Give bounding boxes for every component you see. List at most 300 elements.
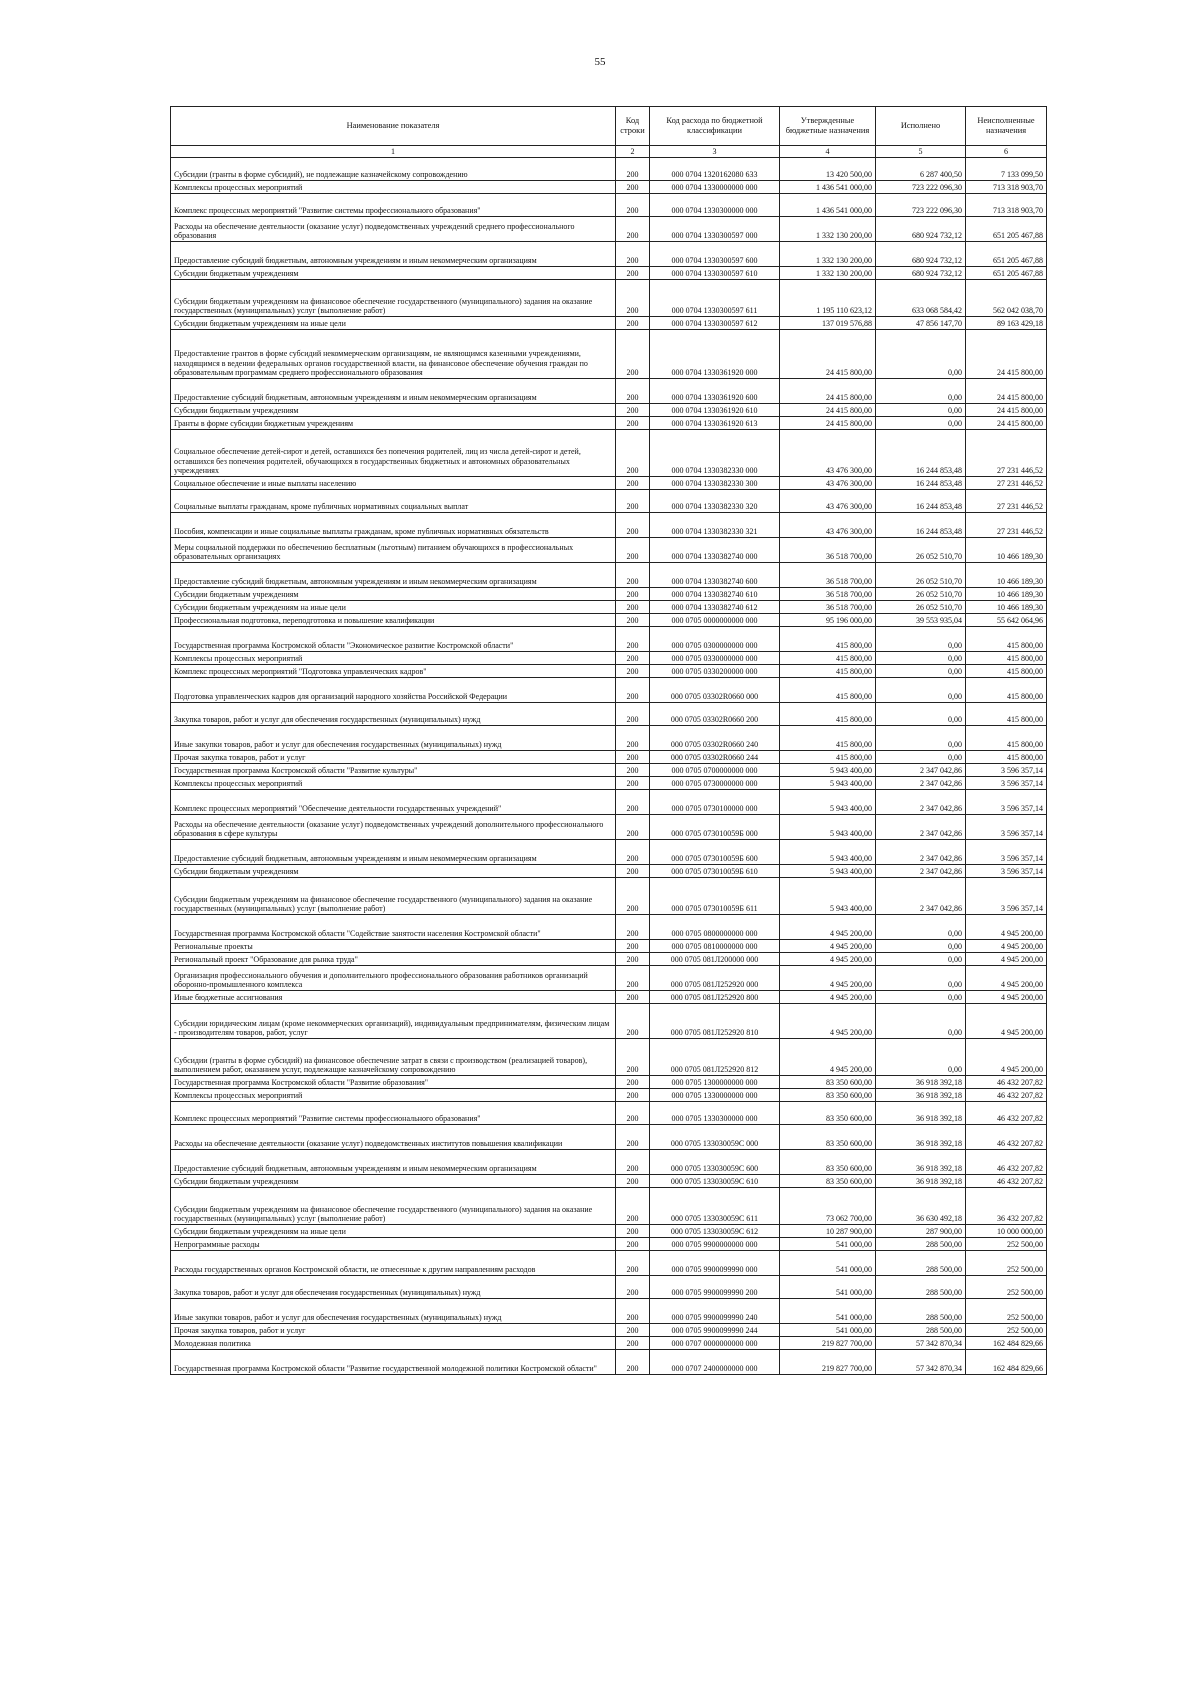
budget-code-cell: 000 0707 2400000000 000: [650, 1350, 780, 1375]
table-row: [171, 563, 1047, 588]
indicator-name-cell: Субсидии бюджетным учреждениям на иные цели: [171, 1225, 616, 1238]
budget-code-cell: 000 0705 133030059С 611: [650, 1188, 780, 1225]
line-code-cell: 200: [616, 1350, 650, 1375]
executed-amount-cell: 723 222 096,30: [876, 181, 966, 194]
indicator-name-cell: Комплекс процессных мероприятий "Обеспечение деятельности государственных учреждений": [171, 790, 616, 815]
budget-code-cell: 000 0704 1330382330 321: [650, 513, 780, 538]
line-code-cell: 200: [616, 652, 650, 665]
remaining-amount-cell: 4 945 200,00: [966, 953, 1047, 966]
executed-amount-cell: 2 347 042,86: [876, 764, 966, 777]
budget-code-cell: 000 0705 9900099990 240: [650, 1299, 780, 1324]
budget-code-cell: 000 0705 0330000000 000: [650, 652, 780, 665]
table-row: [171, 1299, 1047, 1324]
executed-amount-cell: 633 068 584,42: [876, 280, 966, 317]
indicator-name-cell: Социальное обеспечение детей-сирот и детей, оставшихся без попечения родителей, лиц из числа детей-сирот и детей, оставшихся без попечения родителей, обучающихся в государственных бюджетных и автономных образовательных учреждениях: [171, 430, 616, 477]
approved-amount-cell: 13 420 500,00: [780, 158, 876, 181]
table-row: [171, 490, 1047, 513]
remaining-amount-cell: 651 205 467,88: [966, 217, 1047, 242]
approved-amount-cell: 4 945 200,00: [780, 966, 876, 991]
remaining-amount-cell: 46 432 207,82: [966, 1175, 1047, 1188]
indicator-name-cell: Региональные проекты: [171, 940, 616, 953]
budget-report-table: [170, 106, 1047, 1375]
remaining-amount-cell: 46 432 207,82: [966, 1076, 1047, 1089]
approved-amount-cell: 415 800,00: [780, 678, 876, 703]
approved-amount-cell: 73 062 700,00: [780, 1188, 876, 1225]
indicator-name-cell: Предоставление субсидий бюджетным, автономным учреждениям и иным некоммерческим организациям: [171, 242, 616, 267]
budget-code-cell: 000 0704 1330382740 000: [650, 538, 780, 563]
budget-code-cell: 000 0705 9900000000 000: [650, 1238, 780, 1251]
header-remaining: Неисполненные назначения: [966, 107, 1047, 146]
indicator-name-cell: Гранты в форме субсидии бюджетным учреждениям: [171, 417, 616, 430]
budget-code-cell: 000 0705 0000000000 000: [650, 614, 780, 627]
budget-code-cell: 000 0705 081Л252920 000: [650, 966, 780, 991]
executed-amount-cell: 2 347 042,86: [876, 790, 966, 815]
indicator-name-cell: Субсидии бюджетным учреждениям на финансовое обеспечение государственного (муниципального) задания на оказание государственных (муниципальных) услуг (выполнение работ): [171, 1188, 616, 1225]
line-code-cell: 200: [616, 815, 650, 840]
indicator-name-cell: Предоставление грантов в форме субсидий некоммерческим организациям, не являющимся казенными учреждениями, находящимся в ведении федеральных органов государственной власти, на финансовое обеспечение обучения граждан по образовательным программам среднего профессионального образования: [171, 330, 616, 379]
indicator-name-cell: Пособия, компенсации и иные социальные выплаты гражданам, кроме публичных нормативных обязательств: [171, 513, 616, 538]
executed-amount-cell: 36 918 392,18: [876, 1175, 966, 1188]
table-row: [171, 181, 1047, 194]
line-code-cell: 200: [616, 991, 650, 1004]
line-code-cell: 200: [616, 627, 650, 652]
line-code-cell: 200: [616, 317, 650, 330]
approved-amount-cell: 5 943 400,00: [780, 865, 876, 878]
line-code-cell: 200: [616, 1299, 650, 1324]
table-row: [171, 379, 1047, 404]
approved-amount-cell: 4 945 200,00: [780, 1004, 876, 1039]
budget-code-cell: 000 0704 1330000000 000: [650, 181, 780, 194]
table-row: [171, 158, 1047, 181]
approved-amount-cell: 5 943 400,00: [780, 815, 876, 840]
table-row: [171, 1089, 1047, 1102]
indicator-name-cell: Предоставление субсидий бюджетным, автономным учреждениям и иным некоммерческим организациям: [171, 379, 616, 404]
indicator-name-cell: Комплекс процессных мероприятий "Развитие системы профессионального образования": [171, 194, 616, 217]
indicator-name-cell: Региональный проект "Образование для рынка труда": [171, 953, 616, 966]
executed-amount-cell: 36 630 492,18: [876, 1188, 966, 1225]
indicator-name-cell: Предоставление субсидий бюджетным, автономным учреждениям и иным некоммерческим организациям: [171, 1150, 616, 1175]
line-code-cell: 200: [616, 538, 650, 563]
line-code-cell: 200: [616, 588, 650, 601]
table-row: [171, 790, 1047, 815]
table-row: [171, 751, 1047, 764]
executed-amount-cell: 0,00: [876, 1004, 966, 1039]
budget-code-cell: 000 0705 9900099990 000: [650, 1251, 780, 1276]
budget-code-cell: 000 0705 073010059Б 600: [650, 840, 780, 865]
remaining-amount-cell: 89 163 429,18: [966, 317, 1047, 330]
remaining-amount-cell: 4 945 200,00: [966, 915, 1047, 940]
column-number: 3: [650, 146, 780, 158]
line-code-cell: 200: [616, 477, 650, 490]
executed-amount-cell: 0,00: [876, 404, 966, 417]
budget-code-cell: 000 0704 1330382740 600: [650, 563, 780, 588]
indicator-name-cell: Профессиональная подготовка, переподготовка и повышение квалификации: [171, 614, 616, 627]
table-row: [171, 878, 1047, 915]
remaining-amount-cell: 3 596 357,14: [966, 777, 1047, 790]
indicator-name-cell: Государственная программа Костромской области "Развитие государственной молодежной политики Костромской области": [171, 1350, 616, 1375]
executed-amount-cell: 2 347 042,86: [876, 840, 966, 865]
indicator-name-cell: Субсидии бюджетным учреждениям на иные цели: [171, 601, 616, 614]
budget-code-cell: 000 0704 1330300597 612: [650, 317, 780, 330]
budget-code-cell: 000 0704 1330382330 000: [650, 430, 780, 477]
indicator-name-cell: Меры социальной поддержки по обеспечению бесплатным (льготным) питанием обучающихся в профессиональных образовательных организациях: [171, 538, 616, 563]
indicator-name-cell: Государственная программа Костромской области "Развитие образования": [171, 1076, 616, 1089]
budget-code-cell: 000 0704 1330361920 600: [650, 379, 780, 404]
budget-code-cell: 000 0704 1330300000 000: [650, 194, 780, 217]
line-code-cell: 200: [616, 1039, 650, 1076]
approved-amount-cell: 415 800,00: [780, 703, 876, 726]
remaining-amount-cell: 651 205 467,88: [966, 242, 1047, 267]
executed-amount-cell: 36 918 392,18: [876, 1089, 966, 1102]
approved-amount-cell: 1 332 130 200,00: [780, 242, 876, 267]
remaining-amount-cell: 713 318 903,70: [966, 194, 1047, 217]
indicator-name-cell: Субсидии бюджетным учреждениям: [171, 1175, 616, 1188]
approved-amount-cell: 5 943 400,00: [780, 790, 876, 815]
table-row: [171, 1225, 1047, 1238]
budget-code-cell: 000 0705 0730100000 000: [650, 790, 780, 815]
line-code-cell: 200: [616, 563, 650, 588]
indicator-name-cell: Субсидии бюджетным учреждениям: [171, 267, 616, 280]
approved-amount-cell: 5 943 400,00: [780, 840, 876, 865]
remaining-amount-cell: 27 231 446,52: [966, 477, 1047, 490]
table-row: [171, 703, 1047, 726]
executed-amount-cell: 288 500,00: [876, 1299, 966, 1324]
table-row: [171, 991, 1047, 1004]
line-code-cell: 200: [616, 953, 650, 966]
budget-code-cell: 000 0705 081Л200000 000: [650, 953, 780, 966]
executed-amount-cell: 2 347 042,86: [876, 815, 966, 840]
indicator-name-cell: Расходы на обеспечение деятельности (оказание услуг) подведомственных учреждений дополнительного профессионального образования в сфере культуры: [171, 815, 616, 840]
remaining-amount-cell: 46 432 207,82: [966, 1125, 1047, 1150]
executed-amount-cell: 287 900,00: [876, 1225, 966, 1238]
executed-amount-cell: 0,00: [876, 417, 966, 430]
indicator-name-cell: Предоставление субсидий бюджетным, автономным учреждениям и иным некоммерческим организациям: [171, 840, 616, 865]
line-code-cell: 200: [616, 1188, 650, 1225]
indicator-name-cell: Субсидии (гранты в форме субсидий) на финансовое обеспечение затрат в связи с производством (реализацией товаров), выполнением работ, оказанием услуг, подлежащие казначейскому сопровождению: [171, 1039, 616, 1076]
remaining-amount-cell: 562 042 038,70: [966, 280, 1047, 317]
budget-code-cell: 000 0705 133030059С 600: [650, 1150, 780, 1175]
indicator-name-cell: Социальное обеспечение и иные выплаты населению: [171, 477, 616, 490]
remaining-amount-cell: 252 500,00: [966, 1251, 1047, 1276]
table-row: [171, 317, 1047, 330]
budget-code-cell: 000 0705 9900099990 244: [650, 1324, 780, 1337]
indicator-name-cell: Подготовка управленческих кадров для организаций народного хозяйства Российской Федерации: [171, 678, 616, 703]
approved-amount-cell: 415 800,00: [780, 652, 876, 665]
line-code-cell: 200: [616, 966, 650, 991]
approved-amount-cell: 83 350 600,00: [780, 1102, 876, 1125]
approved-amount-cell: 10 287 900,00: [780, 1225, 876, 1238]
remaining-amount-cell: 55 642 064,96: [966, 614, 1047, 627]
column-number: 5: [876, 146, 966, 158]
remaining-amount-cell: 27 231 446,52: [966, 513, 1047, 538]
table-row: [171, 815, 1047, 840]
line-code-cell: 200: [616, 1324, 650, 1337]
line-code-cell: 200: [616, 404, 650, 417]
remaining-amount-cell: 162 484 829,66: [966, 1350, 1047, 1375]
indicator-name-cell: Прочая закупка товаров, работ и услуг: [171, 1324, 616, 1337]
approved-amount-cell: 36 518 700,00: [780, 538, 876, 563]
indicator-name-cell: Субсидии юридическим лицам (кроме некоммерческих организаций), индивидуальным предпринимателям, физическим лицам - производителям товаров, работ, услуг: [171, 1004, 616, 1039]
budget-code-cell: 000 0704 1330361920 613: [650, 417, 780, 430]
indicator-name-cell: Комплексы процессных мероприятий: [171, 1089, 616, 1102]
indicator-name-cell: Расходы на обеспечение деятельности (оказание услуг) подведомственных учреждений среднего профессионального образования: [171, 217, 616, 242]
budget-code-cell: 000 0705 03302R0660 200: [650, 703, 780, 726]
table-row: [171, 614, 1047, 627]
remaining-amount-cell: 24 415 800,00: [966, 379, 1047, 404]
line-code-cell: 200: [616, 665, 650, 678]
indicator-name-cell: Организация профессионального обучения и дополнительного профессионального образования работников организаций оборонно-промышленного комплекса: [171, 966, 616, 991]
budget-code-cell: 000 0705 073010059Б 000: [650, 815, 780, 840]
executed-amount-cell: 0,00: [876, 940, 966, 953]
approved-amount-cell: 541 000,00: [780, 1238, 876, 1251]
executed-amount-cell: 680 924 732,12: [876, 267, 966, 280]
executed-amount-cell: 0,00: [876, 726, 966, 751]
approved-amount-cell: 5 943 400,00: [780, 878, 876, 915]
budget-code-cell: 000 0705 0300000000 000: [650, 627, 780, 652]
budget-code-cell: 000 0705 081Л252920 800: [650, 991, 780, 1004]
line-code-cell: 200: [616, 267, 650, 280]
table-row: [171, 242, 1047, 267]
approved-amount-cell: 83 350 600,00: [780, 1175, 876, 1188]
line-code-cell: 200: [616, 1102, 650, 1125]
table-row: [171, 513, 1047, 538]
remaining-amount-cell: 415 800,00: [966, 751, 1047, 764]
line-code-cell: 200: [616, 726, 650, 751]
table-row: [171, 1324, 1047, 1337]
table-body: [171, 158, 1047, 1375]
executed-amount-cell: 47 856 147,70: [876, 317, 966, 330]
indicator-name-cell: Расходы государственных органов Костромской области, не отнесенные к другим направлениям расходов: [171, 1251, 616, 1276]
line-code-cell: 200: [616, 878, 650, 915]
budget-code-cell: 000 0704 1330300597 600: [650, 242, 780, 267]
executed-amount-cell: 57 342 870,34: [876, 1337, 966, 1350]
approved-amount-cell: 95 196 000,00: [780, 614, 876, 627]
remaining-amount-cell: 10 466 189,30: [966, 563, 1047, 588]
budget-code-cell: 000 0705 0810000000 000: [650, 940, 780, 953]
header-approved: Утвержденные бюджетные назначения: [780, 107, 876, 146]
remaining-amount-cell: 46 432 207,82: [966, 1150, 1047, 1175]
line-code-cell: 200: [616, 601, 650, 614]
budget-code-cell: 000 0705 081Л252920 812: [650, 1039, 780, 1076]
column-number: 1: [171, 146, 616, 158]
approved-amount-cell: 36 518 700,00: [780, 601, 876, 614]
indicator-name-cell: Прочая закупка товаров, работ и услуг: [171, 751, 616, 764]
executed-amount-cell: 723 222 096,30: [876, 194, 966, 217]
approved-amount-cell: 219 827 700,00: [780, 1337, 876, 1350]
line-code-cell: 200: [616, 840, 650, 865]
table-row: [171, 678, 1047, 703]
column-number-row: [171, 146, 1047, 158]
line-code-cell: 200: [616, 1175, 650, 1188]
table-row: [171, 1175, 1047, 1188]
remaining-amount-cell: 3 596 357,14: [966, 878, 1047, 915]
approved-amount-cell: 83 350 600,00: [780, 1089, 876, 1102]
executed-amount-cell: 0,00: [876, 703, 966, 726]
remaining-amount-cell: 3 596 357,14: [966, 790, 1047, 815]
line-code-cell: 200: [616, 865, 650, 878]
budget-code-cell: 000 0705 9900099990 200: [650, 1276, 780, 1299]
budget-code-cell: 000 0705 073010059Б 610: [650, 865, 780, 878]
approved-amount-cell: 4 945 200,00: [780, 940, 876, 953]
line-code-cell: 200: [616, 1150, 650, 1175]
line-code-cell: 200: [616, 158, 650, 181]
executed-amount-cell: 6 287 400,50: [876, 158, 966, 181]
budget-code-cell: 000 0705 0730000000 000: [650, 777, 780, 790]
indicator-name-cell: Комплексы процессных мероприятий: [171, 777, 616, 790]
line-code-cell: 200: [616, 242, 650, 267]
executed-amount-cell: 2 347 042,86: [876, 777, 966, 790]
approved-amount-cell: 43 476 300,00: [780, 513, 876, 538]
executed-amount-cell: 26 052 510,70: [876, 588, 966, 601]
approved-amount-cell: 415 800,00: [780, 665, 876, 678]
budget-code-cell: 000 0704 1330300597 000: [650, 217, 780, 242]
budget-code-cell: 000 0704 1330361920 610: [650, 404, 780, 417]
indicator-name-cell: Государственная программа Костромской области "Развитие культуры": [171, 764, 616, 777]
table-row: [171, 966, 1047, 991]
remaining-amount-cell: 24 415 800,00: [966, 330, 1047, 379]
line-code-cell: 200: [616, 430, 650, 477]
indicator-name-cell: Иные бюджетные ассигнования: [171, 991, 616, 1004]
indicator-name-cell: Непрограммные расходы: [171, 1238, 616, 1251]
budget-code-cell: 000 0705 1300000000 000: [650, 1076, 780, 1089]
line-code-cell: 200: [616, 751, 650, 764]
line-code-cell: 200: [616, 217, 650, 242]
line-code-cell: 200: [616, 1125, 650, 1150]
executed-amount-cell: 0,00: [876, 665, 966, 678]
table-row: [171, 404, 1047, 417]
executed-amount-cell: 16 244 853,48: [876, 513, 966, 538]
budget-code-cell: 000 0705 03302R0660 244: [650, 751, 780, 764]
approved-amount-cell: 43 476 300,00: [780, 490, 876, 513]
header-budget-code: Код расхода по бюджетной классификации: [650, 107, 780, 146]
executed-amount-cell: 0,00: [876, 652, 966, 665]
approved-amount-cell: 4 945 200,00: [780, 953, 876, 966]
table-row: [171, 777, 1047, 790]
executed-amount-cell: 0,00: [876, 1039, 966, 1076]
table-row: [171, 915, 1047, 940]
line-code-cell: 200: [616, 1337, 650, 1350]
budget-code-cell: 000 0704 1330382740 610: [650, 588, 780, 601]
table-row: [171, 840, 1047, 865]
indicator-name-cell: Комплексы процессных мероприятий: [171, 652, 616, 665]
line-code-cell: 200: [616, 614, 650, 627]
remaining-amount-cell: 24 415 800,00: [966, 404, 1047, 417]
executed-amount-cell: 0,00: [876, 330, 966, 379]
executed-amount-cell: 36 918 392,18: [876, 1076, 966, 1089]
table-row: [171, 538, 1047, 563]
remaining-amount-cell: 10 000 000,00: [966, 1225, 1047, 1238]
line-code-cell: 200: [616, 1004, 650, 1039]
executed-amount-cell: 0,00: [876, 953, 966, 966]
budget-code-cell: 000 0704 1330382330 300: [650, 477, 780, 490]
approved-amount-cell: 219 827 700,00: [780, 1350, 876, 1375]
remaining-amount-cell: 252 500,00: [966, 1238, 1047, 1251]
approved-amount-cell: 415 800,00: [780, 627, 876, 652]
line-code-cell: 200: [616, 1089, 650, 1102]
budget-code-cell: 000 0705 073010059Б 611: [650, 878, 780, 915]
indicator-name-cell: Предоставление субсидий бюджетным, автономным учреждениям и иным некоммерческим организациям: [171, 563, 616, 588]
executed-amount-cell: 36 918 392,18: [876, 1102, 966, 1125]
budget-code-cell: 000 0705 03302R0660 240: [650, 726, 780, 751]
table-row: [171, 477, 1047, 490]
table-row: [171, 1238, 1047, 1251]
table-row: [171, 865, 1047, 878]
header-indicator-name: Наименование показателя: [171, 107, 616, 146]
approved-amount-cell: 541 000,00: [780, 1299, 876, 1324]
executed-amount-cell: 288 500,00: [876, 1276, 966, 1299]
table-row: [171, 601, 1047, 614]
indicator-name-cell: Субсидии бюджетным учреждениям: [171, 865, 616, 878]
line-code-cell: 200: [616, 330, 650, 379]
line-code-cell: 200: [616, 678, 650, 703]
line-code-cell: 200: [616, 194, 650, 217]
approved-amount-cell: 137 019 576,88: [780, 317, 876, 330]
remaining-amount-cell: 3 596 357,14: [966, 840, 1047, 865]
indicator-name-cell: Субсидии бюджетным учреждениям на финансовое обеспечение государственного (муниципального) задания на оказание государственных (муниципальных) услуг (выполнение работ): [171, 878, 616, 915]
remaining-amount-cell: 252 500,00: [966, 1299, 1047, 1324]
remaining-amount-cell: 252 500,00: [966, 1276, 1047, 1299]
executed-amount-cell: 16 244 853,48: [876, 430, 966, 477]
remaining-amount-cell: 415 800,00: [966, 665, 1047, 678]
table-row: [171, 665, 1047, 678]
table-row: [171, 588, 1047, 601]
line-code-cell: 200: [616, 777, 650, 790]
remaining-amount-cell: 46 432 207,82: [966, 1089, 1047, 1102]
executed-amount-cell: 0,00: [876, 379, 966, 404]
executed-amount-cell: 288 500,00: [876, 1238, 966, 1251]
approved-amount-cell: 415 800,00: [780, 726, 876, 751]
column-number: 2: [616, 146, 650, 158]
table-row: [171, 652, 1047, 665]
budget-code-cell: 000 0704 1330382330 320: [650, 490, 780, 513]
remaining-amount-cell: 7 133 099,50: [966, 158, 1047, 181]
executed-amount-cell: 0,00: [876, 751, 966, 764]
approved-amount-cell: 415 800,00: [780, 751, 876, 764]
line-code-cell: 200: [616, 1251, 650, 1276]
remaining-amount-cell: 415 800,00: [966, 726, 1047, 751]
budget-code-cell: 000 0704 1330300597 610: [650, 267, 780, 280]
table-row: [171, 217, 1047, 242]
remaining-amount-cell: 415 800,00: [966, 652, 1047, 665]
budget-code-cell: 000 0705 03302R0660 000: [650, 678, 780, 703]
header-row: [171, 107, 1047, 146]
executed-amount-cell: 36 918 392,18: [876, 1150, 966, 1175]
remaining-amount-cell: 10 466 189,30: [966, 588, 1047, 601]
budget-code-cell: 000 0705 133030059С 612: [650, 1225, 780, 1238]
table-row: [171, 764, 1047, 777]
approved-amount-cell: 24 415 800,00: [780, 417, 876, 430]
table-row: [171, 1125, 1047, 1150]
executed-amount-cell: 288 500,00: [876, 1324, 966, 1337]
column-number: 4: [780, 146, 876, 158]
table-row: [171, 726, 1047, 751]
budget-code-cell: 000 0705 0800000000 000: [650, 915, 780, 940]
table-row: [171, 1350, 1047, 1375]
approved-amount-cell: 5 943 400,00: [780, 777, 876, 790]
table-row: [171, 1188, 1047, 1225]
line-code-cell: 200: [616, 379, 650, 404]
executed-amount-cell: 26 052 510,70: [876, 563, 966, 588]
line-code-cell: 200: [616, 703, 650, 726]
remaining-amount-cell: 24 415 800,00: [966, 417, 1047, 430]
line-code-cell: 200: [616, 1238, 650, 1251]
remaining-amount-cell: 415 800,00: [966, 703, 1047, 726]
table-row: [171, 280, 1047, 317]
executed-amount-cell: 680 924 732,12: [876, 242, 966, 267]
approved-amount-cell: 43 476 300,00: [780, 430, 876, 477]
budget-code-cell: 000 0705 133030059С 000: [650, 1125, 780, 1150]
remaining-amount-cell: 415 800,00: [966, 627, 1047, 652]
